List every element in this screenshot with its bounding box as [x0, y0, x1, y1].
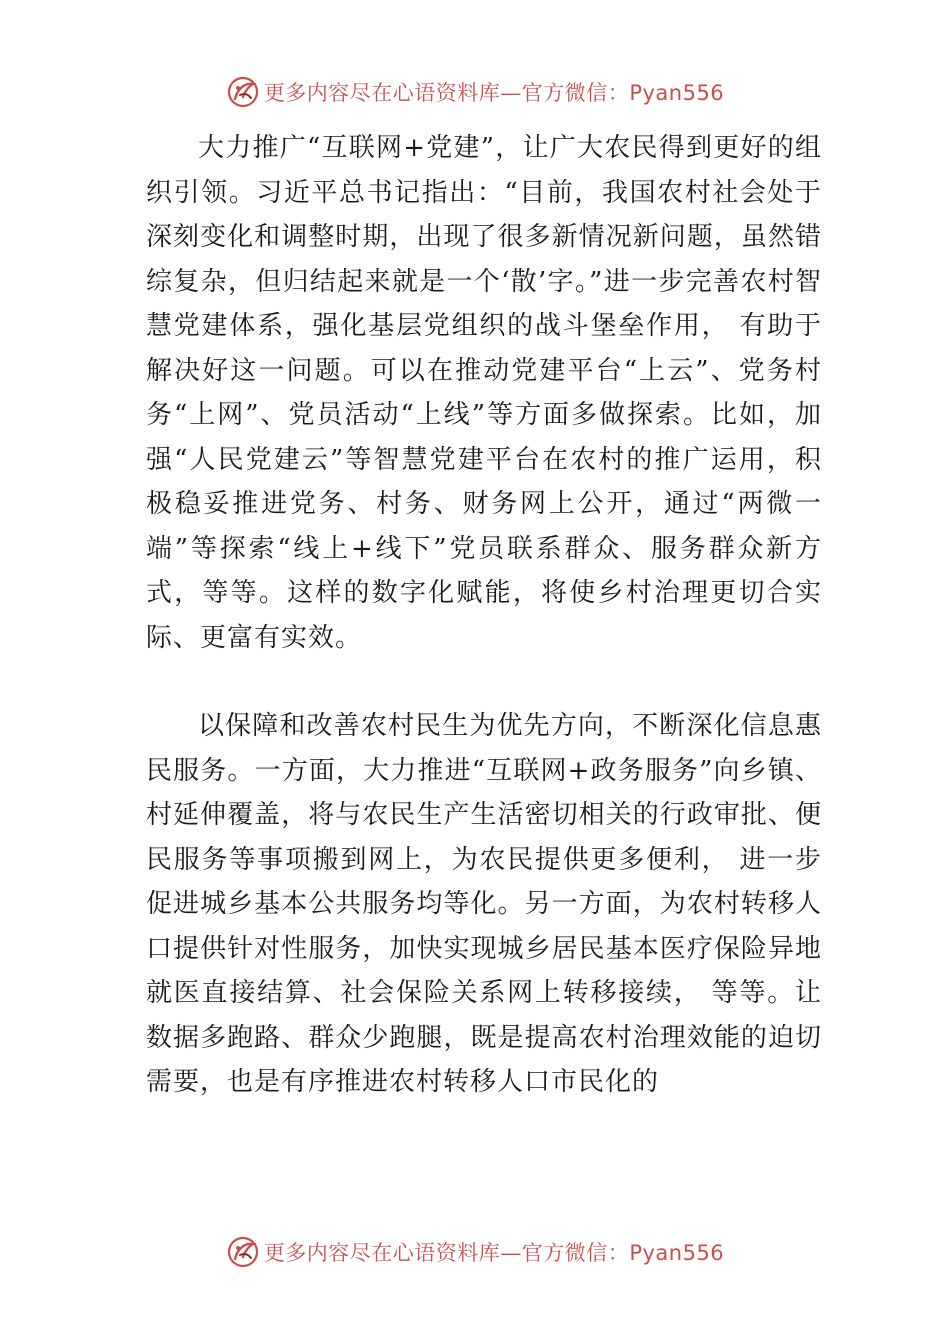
header-banner-text [264, 77, 724, 107]
paragraph-2: 以保障和改善农村民生为优先方向，不断深化信息惠民服务。一方面，大力推进“互联网+政务服务”向乡镇、村延伸覆盖，将与农民生产生活密切相关的行政审批、便民服务等事项搬到网上，为农民提供更多便利， 进一步促进城乡基本公共服务均等化。另一方面，为农村转移人口提供针对性服务，加快实现城乡居民基本医疗保险异地就医直接结算、社会保险关系网上转移接续， 等等。让数据多跑路、群众少跑腿，既是提高农村治理效能的迫切需要，也是有序推进农村转移人口市民化的 [146, 711, 822, 1097]
paragraph-1: 大力推广“互联网+党建”，让广大农民得到更好的组织引领。习近平总书记指出：“目前，我国农村社会处于深刻变化和调整时期，出现了很多新情况新问题，虽然错综复杂，但归结起来就是一个‘散’字。”进一步完善农村智慧党建体系，强化基层党组织的战斗堡垒作用， 有助于解决好这一问题。可以在推动党建平台“上云”、党务村务“上网”、党员活动“上线”等方面多做探索。比如，加强“人民党建云”等智慧党建平台在农村的推广运用，积极稳妥推进党务、村务、财务网上公开，通过“两微一端”等探索“线上+线下”党员联系群众、服务群众新方式，等等。这样的数字化赋能，将使乡村治理更切合实际、更富有实效。 [146, 133, 822, 653]
document-body [146, 126, 822, 1105]
footer-banner-text [264, 1237, 724, 1267]
brand-logo-icon [226, 75, 260, 109]
brand-logo-icon [226, 1235, 260, 1269]
header-banner-label: 更多内容尽在心语资料库—官方微信： [263, 81, 630, 105]
footer-banner [0, 1232, 950, 1272]
footer-wechat-id: Pyan556 [629, 1241, 725, 1265]
header-banner [0, 72, 950, 112]
header-wechat-id: Pyan556 [629, 81, 725, 105]
footer-banner-label: 更多内容尽在心语资料库—官方微信： [263, 1241, 630, 1265]
